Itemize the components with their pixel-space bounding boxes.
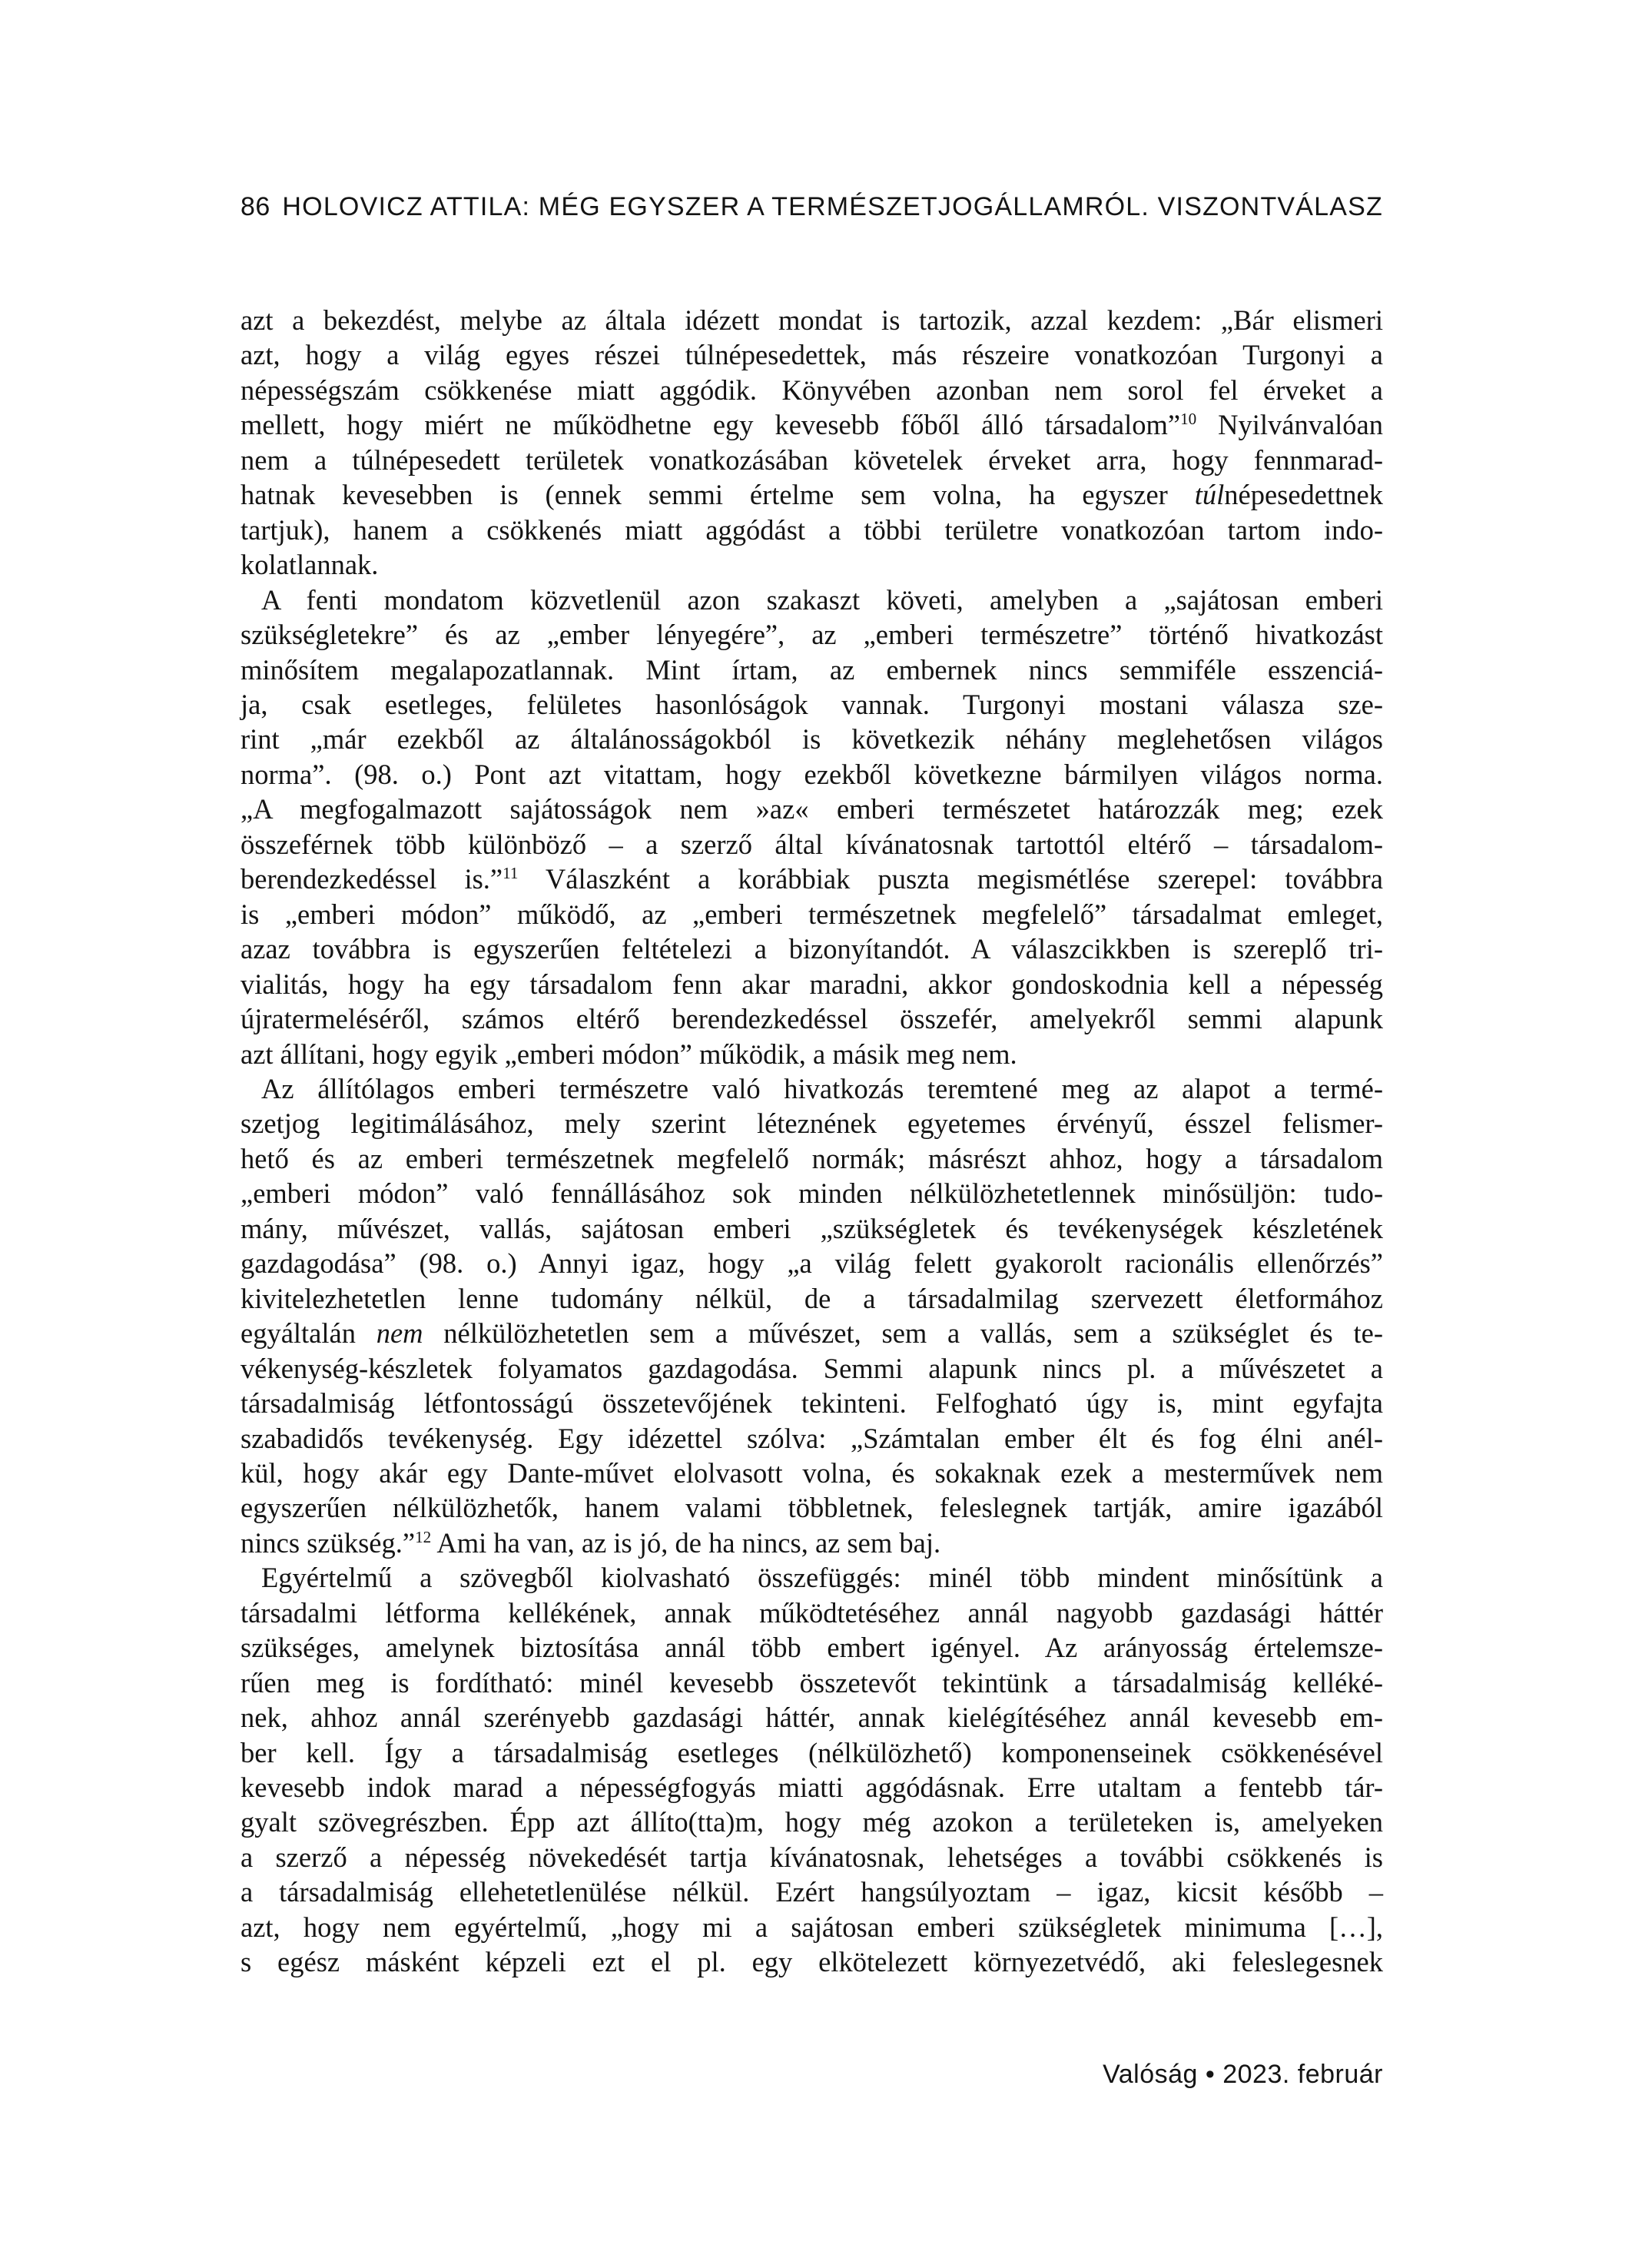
text-line: mány, művészet, vallás, sajátosan emberi „szükségletek és tevékenységek készletének	[240, 1212, 1383, 1244]
paragraph	[240, 583, 1383, 1071]
text-line: nincs szükség.”$^{12}$ Ami ha van, az is jó, de ha nincs, az sem baj.	[240, 1526, 941, 1559]
text-line: összeférnek több különböző – a szerző által kívánatosnak tartottól eltérő – társadalom-	[240, 828, 1383, 860]
text-line: szetjog legitimálásához, mely szerint léteznének egyetemes érvényű, ésszel felismer-	[240, 1107, 1383, 1140]
text-line: A fenti mondatom közvetlenül azon szakaszt követi, amelyben a „sajátosan emberi	[261, 583, 1383, 616]
text-line: kivitelezhetetlen lenne tudomány nélkül, de a társadalmilag szervezett életformához	[240, 1282, 1383, 1314]
text-line: Az állítólagos emberi természetre való hivatkozás teremtené meg az alapot a termé-	[261, 1072, 1383, 1104]
paragraph	[240, 1071, 1383, 1560]
text-line: azaz továbbra is egyszerűen feltételezi a bizonyítandót. A válaszcikkben is szereplő tri-	[240, 933, 1383, 965]
text-line: vékenység-készletek folyamatos gazdagodása. Semmi alapunk nincs pl. a művészetet a	[240, 1352, 1383, 1384]
text-line: is „emberi módon” működő, az „emberi természetnek megfelelő” társadalmat emleget,	[240, 898, 1383, 930]
text-line: azt a bekezdést, melybe az általa idézett mondat is tartozik, azzal kezdem: „Bár elismeri	[240, 304, 1383, 336]
text-line: hető és az emberi természetnek megfelelő normák; másrészt ahhoz, hogy a társadalom	[240, 1142, 1383, 1174]
text-line: társadalmi létforma kellékének, annak működtetéséhez annál nagyobb gazdasági háttér	[240, 1596, 1383, 1629]
paragraph	[240, 303, 1383, 583]
article-body	[240, 303, 1383, 1980]
running-title: HOLOVICZ ATTILA: MÉG EGYSZER A TERMÉSZETJOGÁLLAMRÓL. VISZONTVÁLASZ	[282, 192, 1383, 221]
text-line: kolatlannak.	[240, 549, 379, 581]
journal-footer-text: Valóság • 2023. február	[1103, 2060, 1383, 2089]
text-line: tartjuk), hanem a csökkenés miatt aggódást a többi területre vonatkozóan tartom indo-	[240, 513, 1383, 546]
text-line: népességszám csökkenése miatt aggódik. Könyvében azonban nem sorol fel érveket a	[240, 374, 1383, 406]
text-line: a társadalmiság ellehetetlenülése nélkül. Ezért hangsúlyoztam – igaz, kicsit később –	[240, 1876, 1383, 1908]
text-line: mellett, hogy miért ne működhetne egy kevesebb főből álló társadalom”$^{10}$ Nyilvánvalóan	[240, 409, 1383, 441]
text-line: rűen meg is fordítható: minél kevesebb összetevőt tekintünk a társadalmiság kelléké-	[240, 1666, 1383, 1699]
text-line: nem a túlnépesedett területek vonatkozásában követelek érveket arra, hogy fennmarad-	[240, 443, 1383, 476]
text-line: azt, hogy nem egyértelmű, „hogy mi a sajátosan emberi szükségletek minimuma […],	[240, 1911, 1383, 1943]
text-line: egyszerűen nélkülözhetők, hanem valami többletnek, feleslegnek tartják, amire igazából	[240, 1492, 1383, 1524]
text-line: társadalmiság létfontosságú összetevőjének tekinteni. Felfogható úgy is, mint egyfajta	[240, 1387, 1383, 1420]
text-line: norma”. (98. o.) Pont azt vitattam, hogy ezekből következne bármilyen világos norma.	[240, 758, 1383, 790]
text-line: nek, ahhoz annál szerényebb gazdasági háttér, annak kielégítéséhez annál kevesebb em-	[240, 1702, 1383, 1734]
text-line: azt, hogy a világ egyes részei túlnépesedettek, más részeire vonatkozóan Turgonyi a	[240, 339, 1383, 371]
text-line: kevesebb indok marad a népességfogyás miatti aggódásnak. Erre utaltam a fentebb tár-	[240, 1772, 1383, 1804]
text-line: a szerző a népesség növekedését tartja kívánatosnak, lehetséges a további csökkenés is	[240, 1841, 1383, 1873]
text-line: „A megfogalmazott sajátosságok nem »az« emberi természetet határozzák meg; ezek	[240, 793, 1383, 825]
text-line: szükséges, amelynek biztosítása annál több embert igényel. Az arányosság értelemsze-	[240, 1632, 1383, 1664]
text-line: kül, hogy akár egy Dante-művet elolvasott volna, és sokaknak ezek a mesterművek nem	[240, 1456, 1383, 1489]
text-line: hatnak kevesebben is (ennek semmi értelme sem volna, ha egyszer túlnépesedettnek	[240, 479, 1383, 511]
running-header	[240, 192, 1383, 222]
text-line: gazdagodása” (98. o.) Annyi igaz, hogy „a világ felett gyakorolt racionális ellenőrzés”	[240, 1247, 1383, 1280]
text-line: egyáltalán nem nélkülözhetetlen sem a művészet, sem a vallás, sem a szükséglet és te-	[240, 1317, 1383, 1350]
page-footer	[240, 2060, 1383, 2090]
text-line: szabadidős tevékenység. Egy idézettel szólva: „Számtalan ember élt és fog élni anél-	[240, 1422, 1383, 1454]
text-line: azt állítani, hogy egyik „emberi módon” működik, a másik meg nem.	[240, 1038, 1017, 1070]
text-line: Egyértelmű a szövegből kiolvasható összefüggés: minél több mindent minősítünk a	[261, 1562, 1383, 1594]
text-line: ber kell. Így a társadalmiság esetleges (nélkülözhető) komponenseinek csökkenésével	[240, 1736, 1383, 1768]
text-line: ja, csak esetleges, felületes hasonlóságok vannak. Turgonyi mostani válasza sze-	[240, 688, 1383, 720]
text-line: újratermeléséről, számos eltérő berendezkedéssel összefér, amelyekről semmi alapunk	[240, 1003, 1383, 1035]
text-line: vialitás, hogy ha egy társadalom fenn akar maradni, akkor gondoskodnia kell a népesség	[240, 968, 1383, 1000]
page-number: 86	[240, 192, 270, 221]
text-line: berendezkedéssel is.”$^{11}$ Válaszként a korábbiak puszta megismétlése szerepel: továbbra	[240, 863, 1384, 895]
paragraph	[240, 1560, 1383, 1979]
text-line: „emberi módon” való fennállásához sok minden nélkülözhetetlennek minősüljön: tudo-	[240, 1177, 1383, 1210]
text-line: rint „már ezekből az általánosságokból is következik néhány meglehetősen világos	[240, 723, 1383, 755]
text-line: gyalt szövegrészben. Épp azt állíto(tta)m, hogy még azokon a területeken is, amelyeken	[240, 1806, 1383, 1838]
text-line: minősítem megalapozatlannak. Mint írtam, az embernek nincs semmiféle esszenciá-	[240, 653, 1383, 686]
text-line: szükségletekre” és az „ember lényegére”, az „emberi természetre” történő hivatkozást	[240, 619, 1383, 651]
text-line: s egész másként képzeli ezt el pl. egy elkötelezett környezetvédő, aki feleslegesnek	[240, 1946, 1383, 1978]
